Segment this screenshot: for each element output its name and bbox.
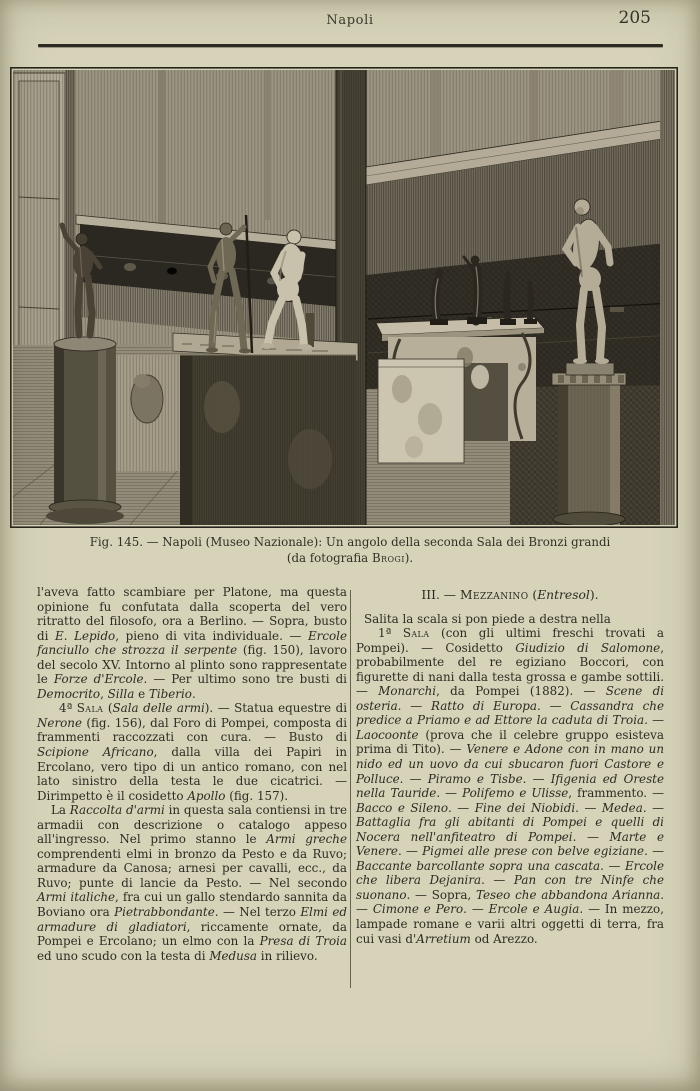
figure-illustration	[10, 67, 678, 528]
page-number: 205	[618, 8, 651, 28]
text-column-right	[356, 585, 664, 946]
figure-caption-line2: (da fotografia Brogi).	[286, 550, 414, 565]
paragraph-raccolta-armi: La Raccolta d'armi in questa sala contiensi in tre armadii con descrizione o catalogo appeso all'ingresso. Nel primo stanno le Armi greche comprendenti elmi in bronzo da Pesto e da Ruvo; armadure da Canosa; arnesi per cavalli, ecc., da Ruvo; punte di lancie da Pesto. — Nel secondo Armi italiche, fra cui un gallo stendardo sannita da Boviano ora Pietrabbondante. — Nel terzo Elmi ed armadure di gladiatori, riccamente ornate, da Pompei e Ercolano; un elmo con la Presa di Troia ed uno scudo con la testa di Medusa in rilievo.	[37, 803, 347, 963]
column-divider-rule	[350, 590, 351, 988]
running-title: Napoli	[326, 13, 374, 28]
paragraph-busts: l'aveva fatto scambiare per Platone, ma questa opinione fu confutata dalla scoperta del vero ritratto del filosofo, ora a Berlino. — Sopra, busto di E. Lepido, pieno di vita individuale. — Ercole fanciullo che strozza il serpente (fig. 150), lavoro del secolo XV. Intorno al plinto sono rappresentate le Forze d'Ercole. — Per ultimo sono tre busti di Democrito, Silla e Tiberio.	[37, 585, 348, 701]
paragraph-salita: Salita la scala si pon piede a destra nella	[364, 611, 611, 626]
text-column-left	[37, 585, 347, 963]
paragraph-sala-armi: 4ª Sala (Sala delle armi). — Statua equestre di Nerone (fig. 156), dal Foro di Pompei, composta di frammenti raccozzati con cura. — Busto di Scipione Africano, dalla villa dei Papiri in Ercolano, vero tipo di un antico romano, con nel lato sinistro della testa le due cicatrici. — Dirimpetto è il cosidetto Apollo (fig. 157).	[37, 701, 347, 803]
header-rule	[38, 44, 663, 47]
figure-caption-line1: Fig. 145. — Napoli (Museo Nazionale): Un angolo della seconda Sala dei Bronzi grandi	[89, 535, 611, 549]
figure-caption	[40, 535, 660, 566]
engraving-illustration	[10, 67, 678, 528]
paragraph-prima-sala: 1ª Sala (con gli ultimi freschi trovati a Pompei). — Cosidetto Giudizio di Salomone, probabilmente del re egiziano Boccori, con figurette di nani dalla testa grossa e gambe sottili. — Monarchi, da Pompei (1882). — Scene di osteria. — Ratto di Europa. — Cassandra che predice a Priamo e ad Ettore la caduta di Troia. — Laocoonte (prova che il celebre gruppo esisteva prima di Tito). — Venere e Adone con in mano un nido ed un uovo da cui sbucaron fuori Castore e Polluce. — Piramo e Tisbe. — Ifigenia ed Oreste nella Tauride. — Polifemo e Ulisse, frammento. — Bacco e Sileno. — Fine dei Niobidi. — Medea. — Battaglia fra gli abitanti di Pompei e quelli di Nocera nell'anfiteatro di Pompei. — Marte e Venere. — Pigmei alle prese con belve egiziane. — Baccante barcollante sopra una cascata. — Ercole che libera Dejanira. — Pan con tre Ninfe che suonano. — Sopra, Teseo che abbandona Arianna. — Cimone e Pero. — Ercole e Augia. — In mezzo, lampade romane e varii altri oggetti di terra, fra cui vasi d'Arretium od Arezzo.	[356, 626, 665, 946]
section-heading-mezzanino: III. — Mezzanino (Entresol).	[421, 588, 599, 602]
